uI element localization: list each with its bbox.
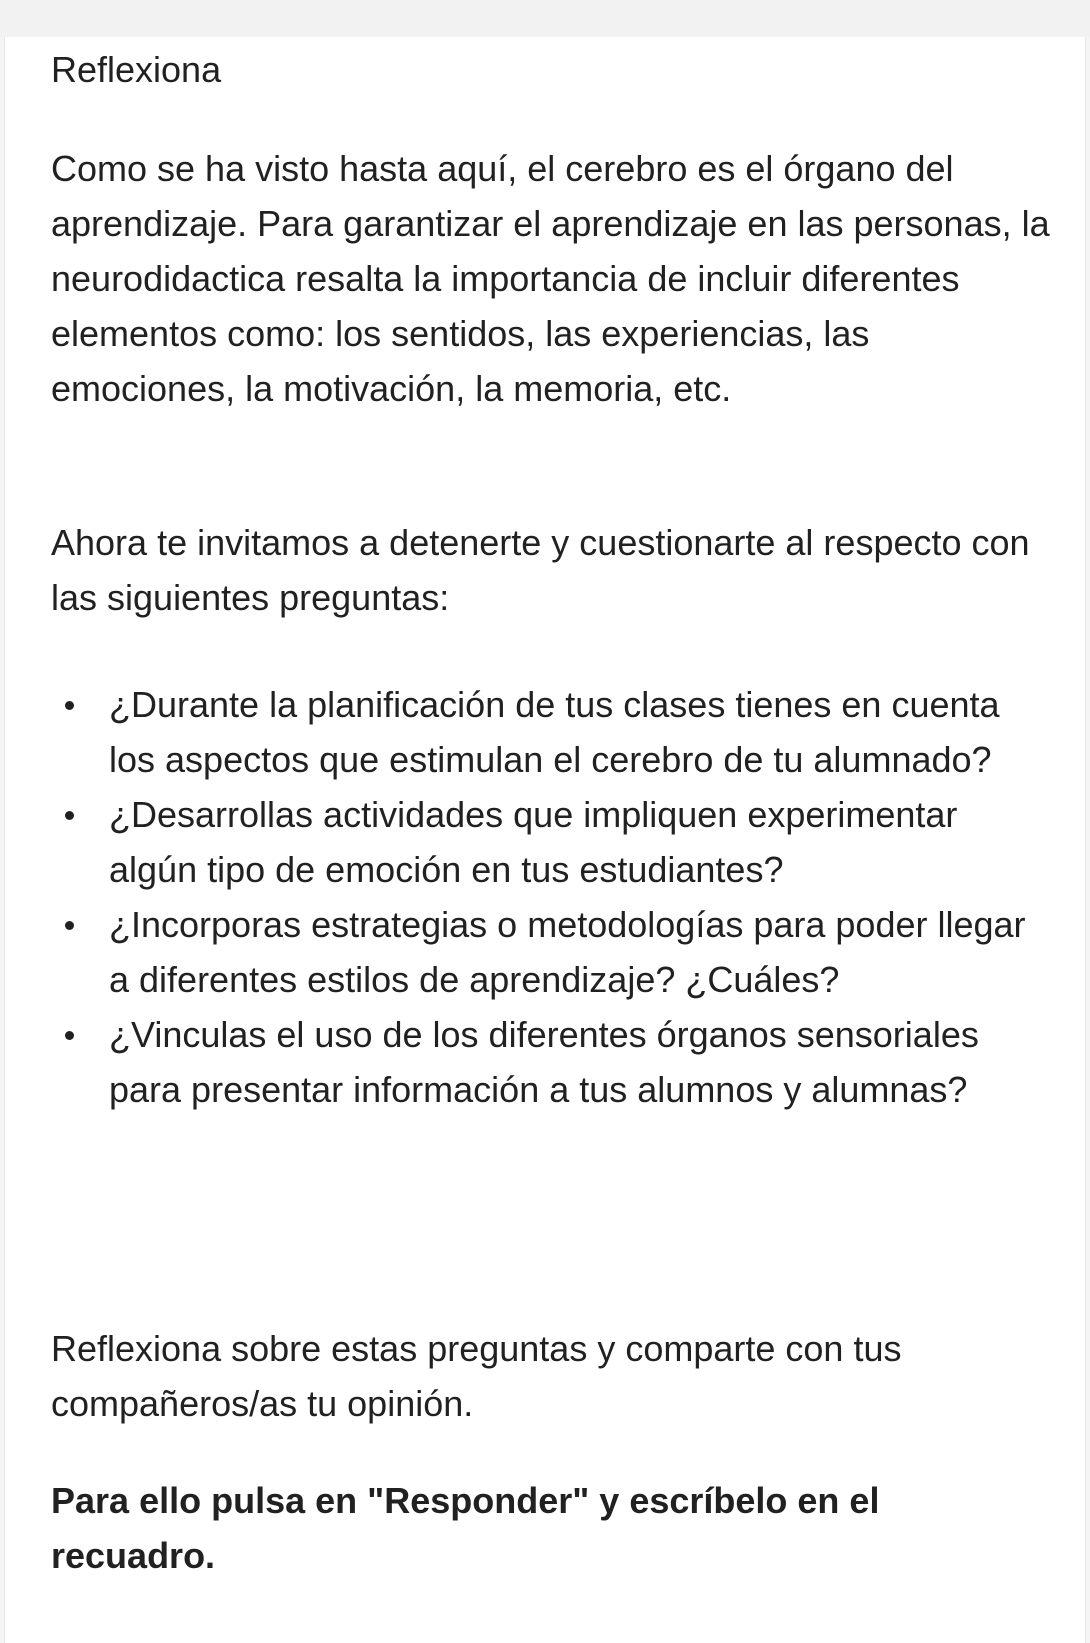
question-text: ¿Incorporas estrategias o metodologías para poder llegar a diferentes estilos de aprendizaje? ¿Cuáles? bbox=[109, 904, 1026, 1000]
invite-paragraph: Ahora te invitamos a detenerte y cuestionarte al respecto con las siguientes preguntas: bbox=[51, 522, 1030, 618]
intro-paragraph: Como se ha visto hasta aquí, el cerebro es el órgano del aprendizaje. Para garantizar el aprendizaje en las personas, la neurodidactica resalta la importancia de incluir diferentes elementos como: los sentidos, las experiencias, las emociones, la motivación, la memoria, etc. bbox=[51, 148, 1050, 409]
post-card bbox=[4, 37, 1086, 1643]
question-item bbox=[51, 677, 1051, 787]
bullet-dot-icon bbox=[65, 701, 74, 710]
bullet-dot-icon bbox=[65, 811, 74, 820]
question-item bbox=[51, 787, 1051, 897]
post-title: Reflexiona bbox=[51, 49, 222, 90]
reflect-paragraph: Reflexiona sobre estas preguntas y comparte con tus compañeros/as tu opinión. bbox=[51, 1328, 902, 1424]
question-text: ¿Durante la planificación de tus clases tienes en cuenta los aspectos que estimulan el cerebro de tu alumnado? bbox=[109, 684, 1000, 780]
question-item bbox=[51, 1007, 1051, 1117]
question-text: ¿Desarrollas actividades que impliquen experimentar algún tipo de emoción en tus estudiantes? bbox=[109, 794, 958, 890]
bullet-dot-icon bbox=[65, 1031, 74, 1040]
top-strip bbox=[0, 0, 1090, 37]
question-list bbox=[51, 677, 1051, 1117]
question-item bbox=[51, 897, 1051, 1007]
bullet-dot-icon bbox=[65, 921, 74, 930]
question-text: ¿Vinculas el uso de los diferentes órganos sensoriales para presentar información a tus alumnos y alumnas? bbox=[109, 1014, 979, 1110]
instruction-paragraph: Para ello pulsa en "Responder" y escríbelo en el recuadro. bbox=[51, 1480, 880, 1576]
